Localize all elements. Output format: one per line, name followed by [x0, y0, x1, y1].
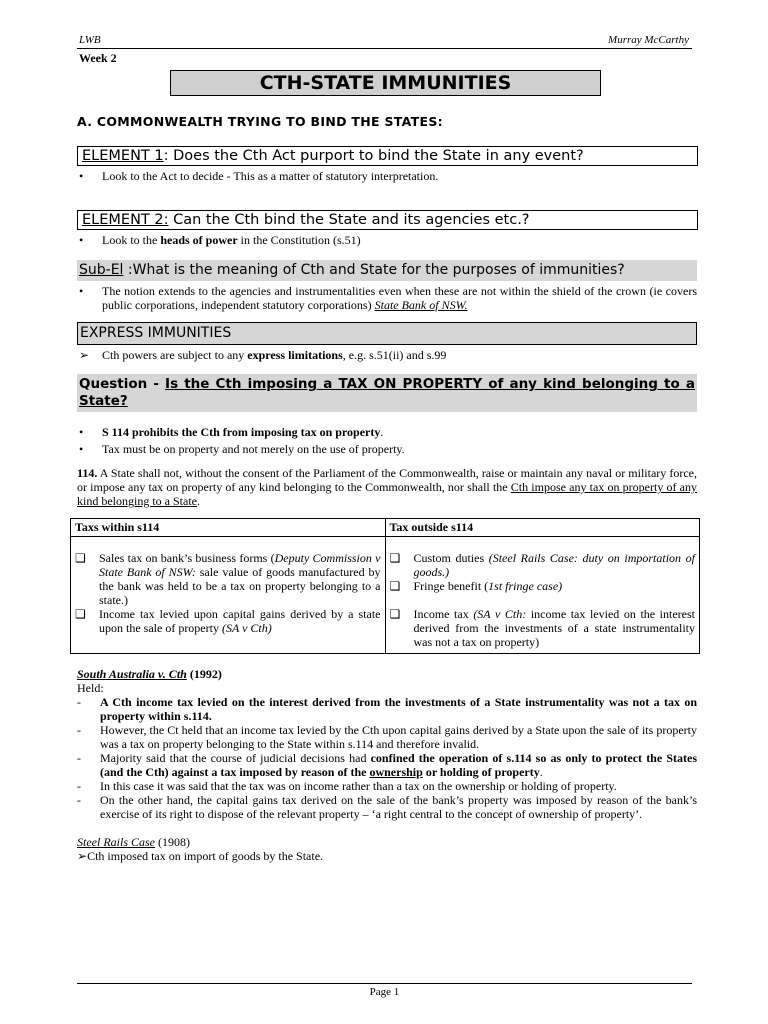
case-sa-v-cth: South Australia v. Cth	[77, 667, 187, 681]
bullet-icon: •	[79, 233, 84, 247]
bullet-icon: •	[79, 442, 84, 456]
checkbox-bullet-icon: ❏	[389, 607, 401, 621]
footer-rule	[77, 983, 692, 984]
checkbox-bullet-icon: ❏	[75, 551, 86, 565]
tax-table	[70, 518, 700, 654]
header-author: Murray McCarthy	[608, 34, 689, 46]
bullet-icon: •	[79, 169, 84, 183]
s114-text: 114. A State shall not, without the consent of the Parliament of the Commonwealth, raise or maintain any naval or military force, or impose any tax on property of any kind belonging to the Commonwealth, nor shall the Cth impose any tax on property of any kind belonging to a State.	[77, 466, 697, 508]
sub-el-box	[77, 260, 697, 281]
table-header-outside: Tax outside s114	[385, 519, 700, 537]
express-bullet: ➢ Cth powers are subject to any express limitations, e.g. s.51(ii) and s.99	[79, 348, 447, 362]
question-box	[77, 374, 697, 412]
bullet-icon: •	[79, 425, 84, 439]
case-steel-rails: Steel Rails Case	[77, 835, 155, 849]
document-page	[77, 30, 697, 863]
outside-item-1: ❏ Custom duties (Steel Rails Case: duty on importation of goods.)	[389, 551, 695, 579]
page-title: CTH-STATE IMMUNITIES	[170, 70, 601, 96]
week-label: Week 2	[79, 51, 117, 65]
question-prefix: Question -	[79, 376, 166, 392]
bullet-icon: •	[79, 284, 84, 298]
outside-item-2: ❏ Fringe benefit (1st fringe case)	[389, 579, 563, 593]
sub-el-question: :What is the meaning of Cth and State for the purposes of immunities?	[123, 262, 625, 278]
outside-item-3: ❏ Income tax (SA v Cth: income tax levied on the interest derived from the investments of a state instrumentality was not a tax on property)	[389, 607, 695, 649]
table-col-within	[71, 537, 386, 654]
case-state-bank-nsw: State Bank of NSW.	[374, 298, 468, 312]
element-2-bullet: • Look to the heads of power in the Constitution (s.51)	[79, 233, 361, 247]
section-a-heading: A. COMMONWEALTH TRYING TO BIND THE STATES:	[77, 114, 443, 129]
checkbox-bullet-icon: ❏	[75, 607, 86, 621]
held-point-1: - A Cth income tax levied on the interest derived from the investments of a State instrumentality was not a tax on property within s.114.	[77, 695, 697, 723]
express-immunities-heading: EXPRESS IMMUNITIES	[77, 322, 697, 345]
held-point-2: - However, the Ct held that an income tax levied by the Cth upon capital gains derived by a State upon the sale of its property was a tax on property belonging to the State within s.114 and therefore invalid.	[77, 723, 697, 751]
element-1-question: : Does the Cth Act purport to bind the State in any event?	[163, 148, 584, 164]
header-course: LWB	[79, 34, 101, 46]
sub-el-bullet: • The notion extends to the agencies and instrumentalities even when these are not within the shield of the crown (ie covers public corporations, independent statutory corporations) State Bank of NSW.	[79, 284, 697, 312]
arrow-bullet-icon: ➢	[77, 849, 88, 863]
held-label: Held:	[77, 681, 104, 695]
page-header	[77, 30, 697, 50]
element-2-label: ELEMENT 2:	[82, 212, 169, 228]
question-bullet-2: • Tax must be on property and not merely on the use of property.	[79, 442, 405, 456]
held-point-4: - In this case it was said that the tax was on income rather than a tax on the ownership or holding of property.	[77, 779, 617, 793]
held-point-3: - Majority said that the course of judicial decisions had confined the operation of s.114 so as only to protect the States (and the Cth) against a tax imposed by reason of the ownership or holding of property.	[77, 751, 697, 779]
sub-el-label: Sub-El	[79, 262, 124, 278]
element-1-label: ELEMENT 1	[82, 148, 164, 164]
question-text: Is the Cth imposing a TAX ON PROPERTY of any kind belonging to a State?	[79, 376, 695, 409]
checkbox-bullet-icon: ❏	[389, 551, 401, 565]
sa-case-heading: South Australia v. Cth (1992)	[77, 667, 222, 681]
held-point-5: - On the other hand, the capital gains tax derived on the sale of the bank’s property was imposed by reason of the bank’s exercise of its right to dispose of the relevant property – ‘a right central to the concept of ownership of property’.	[77, 793, 697, 821]
steel-rails-bullet: ➢Cth imposed tax on import of goods by the State.	[77, 849, 324, 863]
element-1-box	[77, 146, 698, 166]
checkbox-bullet-icon: ❏	[389, 579, 401, 593]
table-col-outside	[385, 537, 700, 654]
element-2-box	[77, 210, 698, 230]
question-bullet-1: • S 114 prohibits the Cth from imposing tax on property.	[79, 425, 384, 439]
element-1-bullet: • Look to the Act to decide - This as a matter of statutory interpretation.	[79, 169, 439, 183]
table-header-within: Taxs within s114	[71, 519, 386, 537]
arrow-bullet-icon: ➢	[79, 348, 90, 362]
within-item-2: ❏ Income tax levied upon capital gains derived by a state upon the sale of property (SA v Cth)	[75, 607, 381, 635]
page-number: Page 1	[369, 986, 400, 998]
header-rule	[77, 48, 692, 49]
steel-rails-heading: Steel Rails Case (1908)	[77, 835, 190, 849]
element-2-question: Can the Cth bind the State and its agencies etc.?	[168, 212, 530, 228]
within-item-1: ❏ Sales tax on bank’s business forms (Deputy Commission v State Bank of NSW: sale value of goods manufactured by the bank was held to be a tax on property belonging to a state.)	[75, 551, 381, 607]
